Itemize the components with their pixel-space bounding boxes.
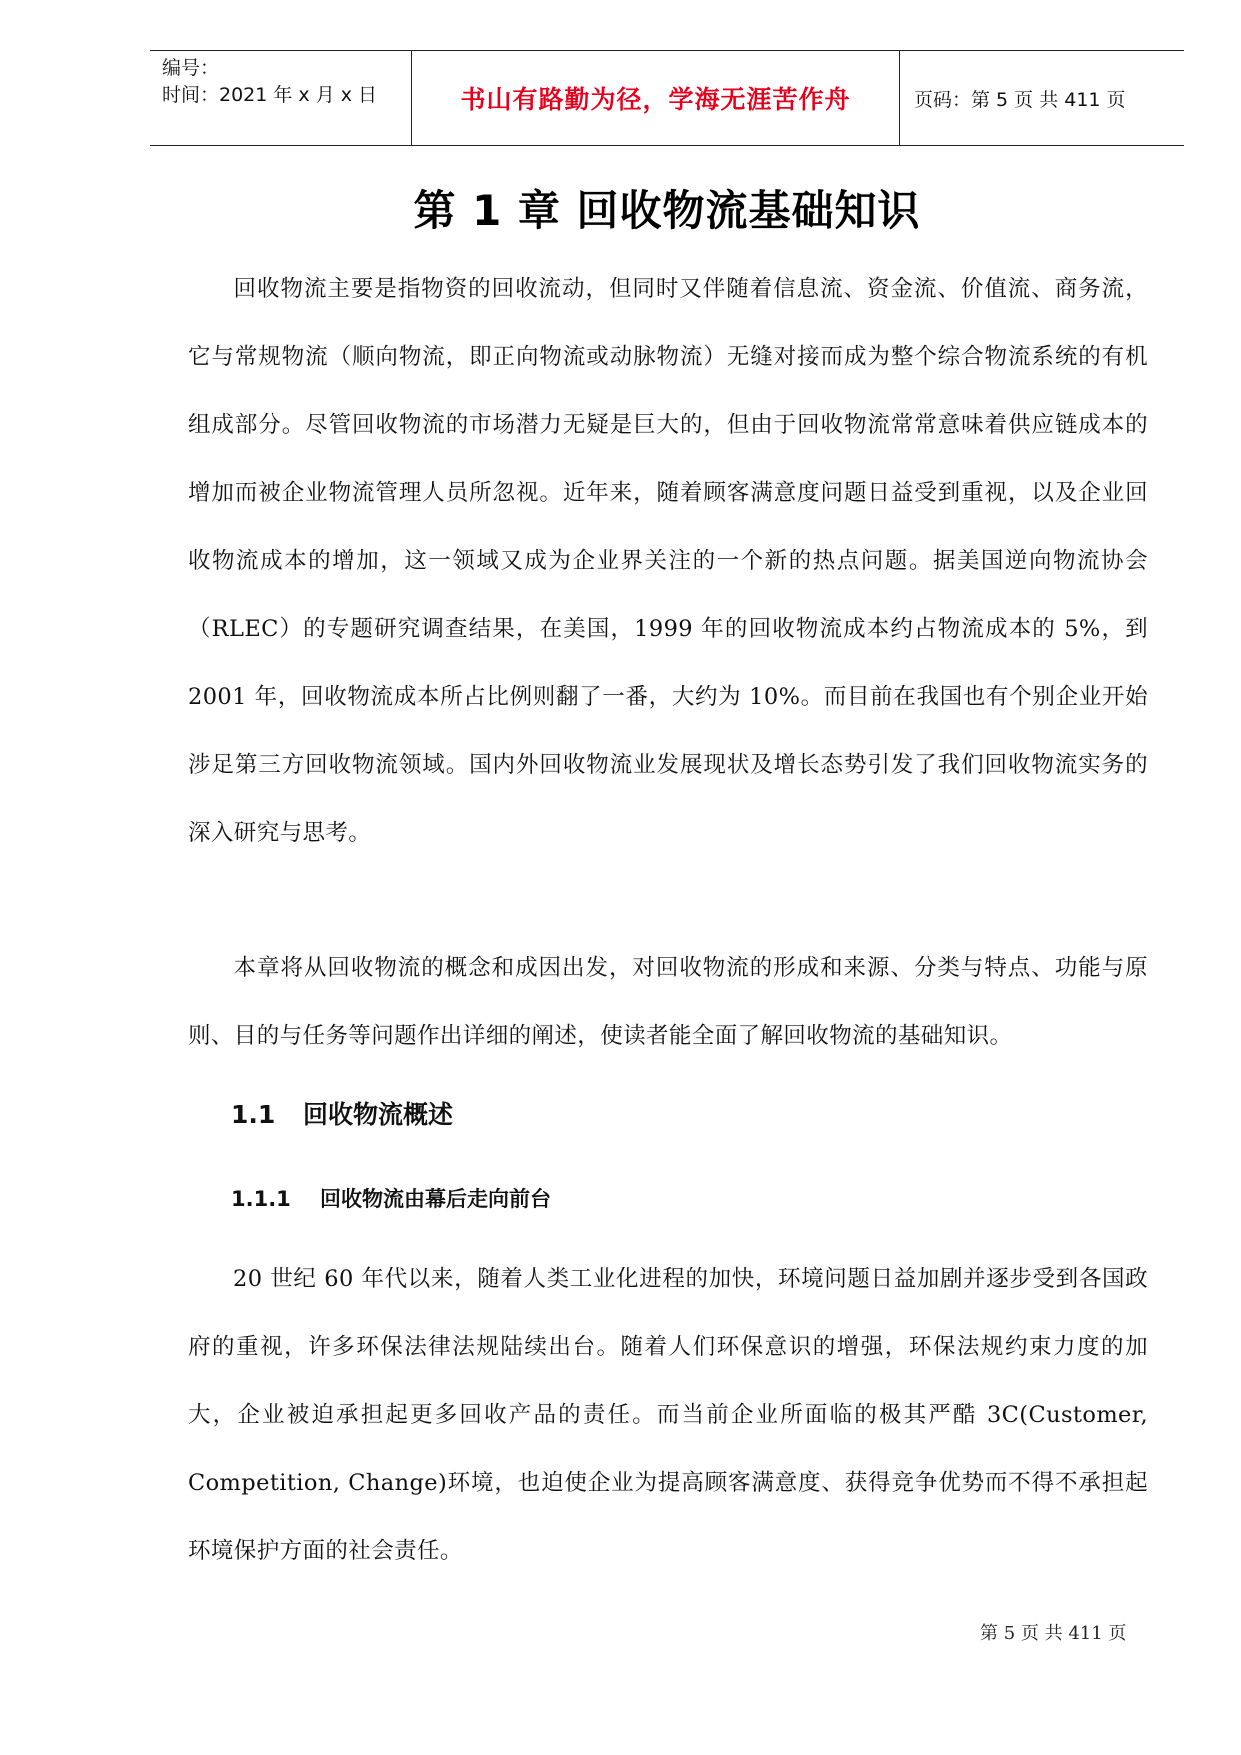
chapter-title: 第 1 章 回收物流基础知识 xyxy=(413,186,921,235)
page-header xyxy=(150,50,1184,146)
paragraph-intro xyxy=(188,255,1148,867)
paragraph-background xyxy=(188,1245,1148,1585)
paragraph-chapter-overview xyxy=(188,934,1148,1070)
paragraph-intro-text: 回收物流主要是指物资的回收流动，但同时又伴随着信息流、资金流、价值流、商务流，它与常规物流（顺向物流，即正向物流或动脉物流）无缝对接而成为整个综合物流系统的有机组成部分。尽管回收物流的市场潜力无疑是巨大的，但由于回收物流常常意味着供应链成本的增加而被企业物流管理人员所忽视。近年来，随着顾客满意度问题日益受到重视，以及企业回收物流成本的增加，这一领域又成为企业界关注的一个新的热点问题。据美国逆向物流协会（RLEC）的专题研究调查结果，在美国，1999 年的回收物流成本约占物流成本的 5%，到 2001 年，回收物流成本所占比例则翻了一番，大约为 10%。而目前在我国也有个别企业开始涉足第三方回收物流领域。国内外回收物流业发展现状及增长态势引发了我们回收物流实务的深入研究与思考。 xyxy=(188,276,1148,846)
header-page-label: 页码：第 5 页 共 411 页 xyxy=(914,88,1126,111)
header-motto: 书山有路勤为径，学海无涯苦作舟 xyxy=(460,85,851,114)
header-number-label: 编号： xyxy=(162,57,220,79)
page-footer: 第 5 页 共 411 页 xyxy=(980,1623,1127,1644)
header-time-label: 时间：2021 年 x 月 x 日 xyxy=(162,84,378,106)
section-heading xyxy=(231,1095,453,1131)
subsection-heading xyxy=(231,1183,551,1213)
section-title: 回收物流概述 xyxy=(303,1100,454,1129)
subsection-title: 回收物流由幕后走向前台 xyxy=(320,1187,551,1211)
paragraph-chapter-overview-text: 本章将从回收物流的概念和成因出发，对回收物流的形成和来源、分类与特点、功能与原则、目的与任务等问题作出详细的阐述，使读者能全面了解回收物流的基础知识。 xyxy=(188,955,1148,1049)
header-divider-right xyxy=(899,51,900,145)
section-number: 1.1 xyxy=(231,1100,276,1129)
subsection-number: 1.1.1 xyxy=(231,1187,291,1211)
header-meta xyxy=(162,55,412,109)
paragraph-background-text: 20 世纪 60 年代以来，随着人类工业化进程的加快，环境问题日益加剧并逐步受到各国政府的重视，许多环保法律法规陆续出台。随着人们环保意识的增强，环保法规约束力度的加大，企业被迫承担起更多回收产品的责任。而当前企业所面临的极其严酷 3C(Customer, Competition, Change)环境，也迫使企业为提高顾客满意度、获得竞争优势而不得不承担起环境保护方面的社会责任。 xyxy=(188,1266,1148,1564)
